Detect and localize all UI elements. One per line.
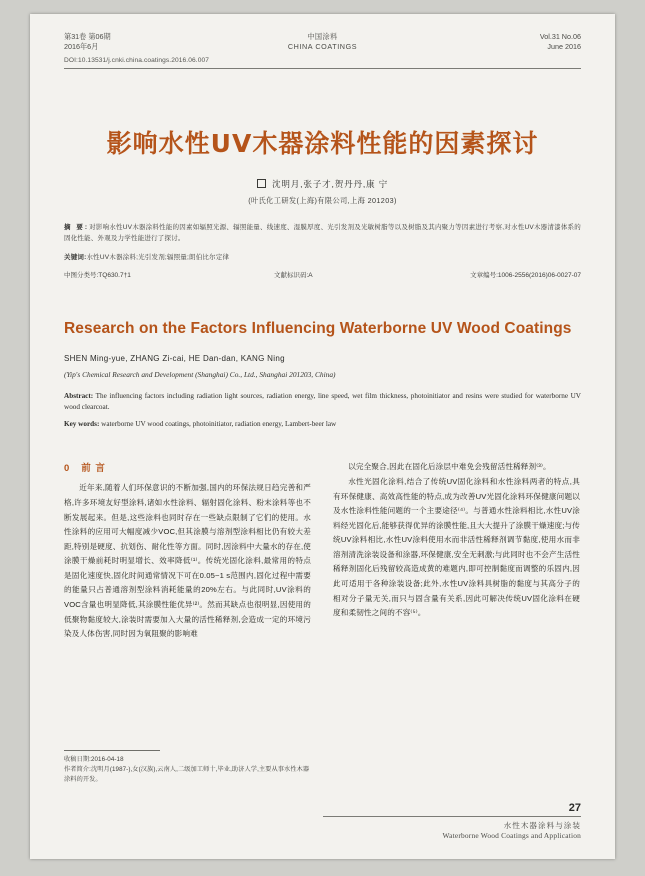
article-id: 文章编号:1006-2556(2016)06-0027-07 (470, 271, 581, 279)
section-heading (64, 460, 311, 474)
received-date: 收稿日期:2016-04-18 (64, 756, 124, 763)
page-title-cn: 影响水性UV木器涂料性能的因素探讨 (106, 129, 539, 158)
page-footer (323, 802, 581, 840)
authors-cn (64, 178, 581, 190)
footer-section-cn: 水性木器涂料与涂装 (503, 821, 581, 830)
authors-en: SHEN Ming-yue, ZHANG Zi-cai, HE Dan-dan, KANG Ning (64, 353, 285, 363)
column-left (64, 460, 311, 641)
keywords-en-label: Key words: (64, 419, 100, 428)
square-bullet-icon (257, 179, 266, 188)
footer-section-en: Waterborne Wood Coatings and Application (442, 831, 581, 840)
paper-sheet (30, 14, 615, 859)
paragraph: 以完全聚合,因此在固化后涂层中难免会残留活性稀释剂⁽³⁾。 (348, 462, 551, 472)
affiliation-en: (Yip's Chemical Research and Development (Shanghai) Co., Ltd., Shanghai 201203, China) (64, 369, 336, 379)
page-number: 27 (568, 802, 581, 814)
footer-divider (323, 816, 581, 817)
document-code: 文献标识码:A (274, 271, 313, 279)
keywords-cn-label: 关键词: (64, 253, 87, 261)
running-head-right (540, 32, 581, 53)
affiliation-cn: (叶氏化工研发(上海)有限公司,上海 201203) (248, 196, 397, 205)
page-content (64, 32, 581, 842)
issue-date-cn: 2016年6月 (64, 42, 99, 52)
column-right (333, 460, 580, 641)
body-columns (64, 460, 581, 641)
authors-cn-label: 沈明月,张子才,贺丹丹,康 宁 (271, 179, 389, 189)
keywords-cn (64, 252, 581, 261)
keywords-en (64, 419, 581, 431)
author-biography: 作者简介:沈明月(1987-),女(汉族),云南人,二级加工师十,毕业,助济人学,主要从事水性木器涂料的开发。 (64, 765, 310, 783)
doi-line: DOI:10.13531/j.cnki.china.coatings.2016.06.007 (64, 57, 209, 64)
volume-issue-en: Vol.31 No.06 (539, 32, 581, 41)
keywords-en-text: waterborne UV wood coatings, photoinitiator, radiation energy, Lambert-beer law (101, 419, 337, 428)
abstract-en-label: Abstract: (64, 391, 94, 400)
running-head-left (64, 32, 111, 53)
keywords-cn-text: 水性UV木器涂料;光引发剂;辐照量;朗伯比尔定律 (86, 253, 230, 261)
abstract-cn-text: 对影响水性UV木器涂料性能的因素如辐照光源、辐照能量、线速度、湿膜厚度、光引发剂及光敏树脂等以及树脂及其内聚力等因素进行考察,对水性UV木器清漆体系的固化性能、外观及力学性能进行了探讨。 (64, 224, 581, 243)
abstract-cn-label: 摘 要: (64, 224, 90, 231)
journal-name-cn: 中国涂料 (307, 32, 338, 41)
issue-date-en: June 2016 (547, 42, 581, 52)
classification-line (64, 270, 581, 281)
section-title: 前 言 (81, 463, 106, 475)
paragraph: 近年来,随着人们环保意识的不断加强,国内的环保法规日趋完善和严格,许多环境友好型涂料,诸如水性涂料、辐射固化涂料、粉末涂料等也不断发展起来。但是,这些涂料也同时存在一些缺点限制了它们的使用。水性涂料的应用可大幅度减少VOC,但其涂膜与溶剂型涂料相比仍有较大差距,特别是硬度、抗划伤、耐化性等方面。同时,因涂料中大量水的存在,使涂膜干燥前耗时明显增长、效率降低⁽¹⁾。传统光固化涂料,最常用的特点是固化速度快,固化时间通常情况下可在0.05~1 s范围内,固化过程中需要的能量只占普通溶剂型涂料消耗能量的20%左右。与此同时,UV涂料的VOC含量也明显降低,其涂膜性能优异⁽²⁾。然而其缺点也很明显,因使用的低聚物黏度较大,涂装时需要加入大量的活性稀释剂,会造成一定的环境污染及人体伤害,同时因为氧阻聚的影响难 (64, 483, 311, 639)
abstract-en-text: The influencing factors including radiation light sources, radiation energy, line speed, wet film thickness, photoinitiator and resins were studied for waterborne UV wood clearcoat. (64, 391, 581, 412)
running-head-center (288, 32, 357, 53)
header-divider (64, 68, 581, 69)
running-head (64, 32, 581, 72)
journal-name-en: CHINA COATINGS (287, 42, 358, 52)
abstract-cn (64, 222, 581, 245)
footnote-divider (64, 750, 160, 751)
section-number: 0 (64, 463, 71, 475)
footnotes (64, 750, 311, 785)
volume-issue: 第31卷 第06期 (64, 32, 111, 41)
paragraph: 水性光固化涂料,结合了传统UV固化涂料和水性涂料两者的特点,具有环保健康、高效高性能的特点,成为改善UV光固化涂料环保健康问题以及水性涂料性能问题的一个主要途径⁽⁴⁾。与普通水性涂料相比,水性UV涂料经光固化后,能够获得优异的涂膜性能,且大大提升了涂膜干燥速度;与传统UV涂料相比,水性UV涂料使用水而非活性稀释剂调节黏度,使用水而非溶剂清洗涂装设备和涂器,环保健康,安全无刺激;与此同时也不会产生活性稀释剂固化后残留较高造成黄的难题内,即可控制黏度而调整的乐固内,因此可适用于各种涂装设备;此外,水性UV涂料具树脂的黏度与其高分子的相对分子量无关,而只与固含量有关系,因此可解决传统UV固化涂料在硬度和柔韧性之间的不容⁽⁵⁾。 (333, 477, 580, 618)
page-title-en: Research on the Factors Influencing Waterborne UV Wood Coatings (64, 319, 572, 337)
clc-number: 中图分类号:TQ630.7†1 (64, 271, 131, 279)
abstract-en (64, 391, 581, 414)
